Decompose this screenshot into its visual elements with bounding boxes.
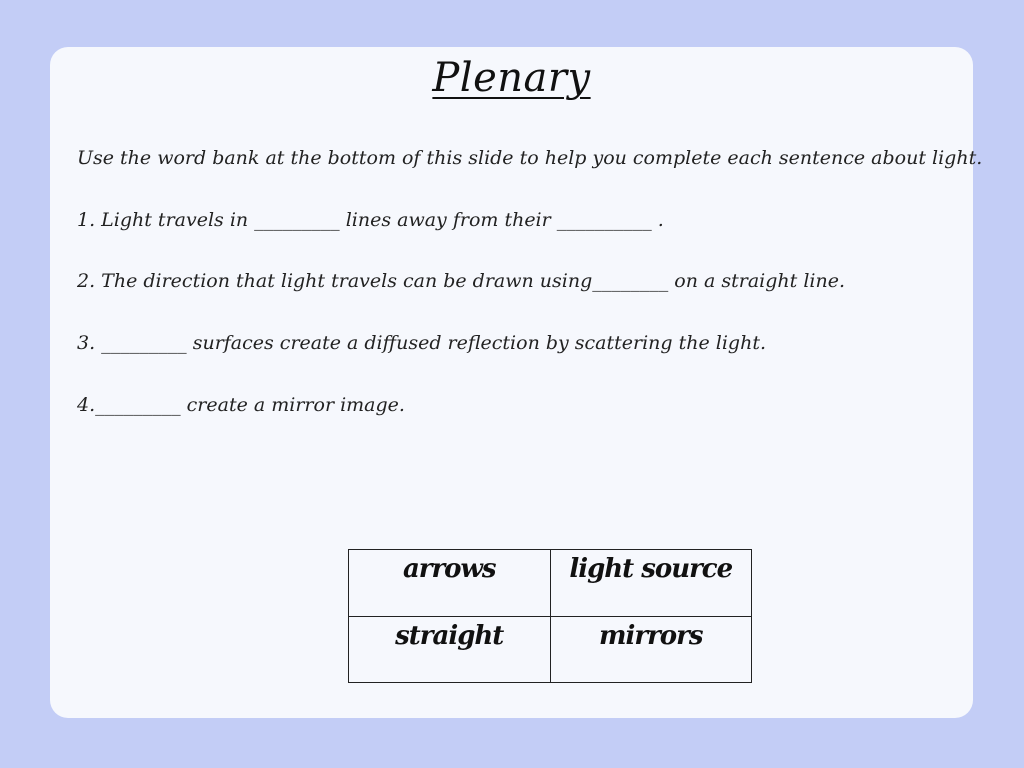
word-bank-table xyxy=(348,549,752,683)
word-bank-cell: arrows xyxy=(349,550,551,617)
word-bank-cell: mirrors xyxy=(550,616,752,683)
sentence-4: 4._________ create a mirror image. xyxy=(77,394,405,416)
word-bank-row xyxy=(349,616,752,683)
word-bank-row xyxy=(349,550,752,617)
slide-title: Plenary xyxy=(432,55,591,101)
slide-panel xyxy=(50,47,983,718)
word-bank-cell: light source xyxy=(550,550,752,617)
instruction-text: Use the word bank at the bottom of this slide to help you complete each sentence about light. xyxy=(77,147,983,169)
word-bank-cell: straight xyxy=(349,616,551,683)
sentence-1: 1. Light travels in _________ lines away from their __________ . xyxy=(77,209,664,231)
sentence-3: 3. _________ surfaces create a diffused reflection by scattering the light. xyxy=(77,332,766,354)
sentence-2: 2. The direction that light travels can be drawn using________ on a straight line. xyxy=(77,270,845,292)
